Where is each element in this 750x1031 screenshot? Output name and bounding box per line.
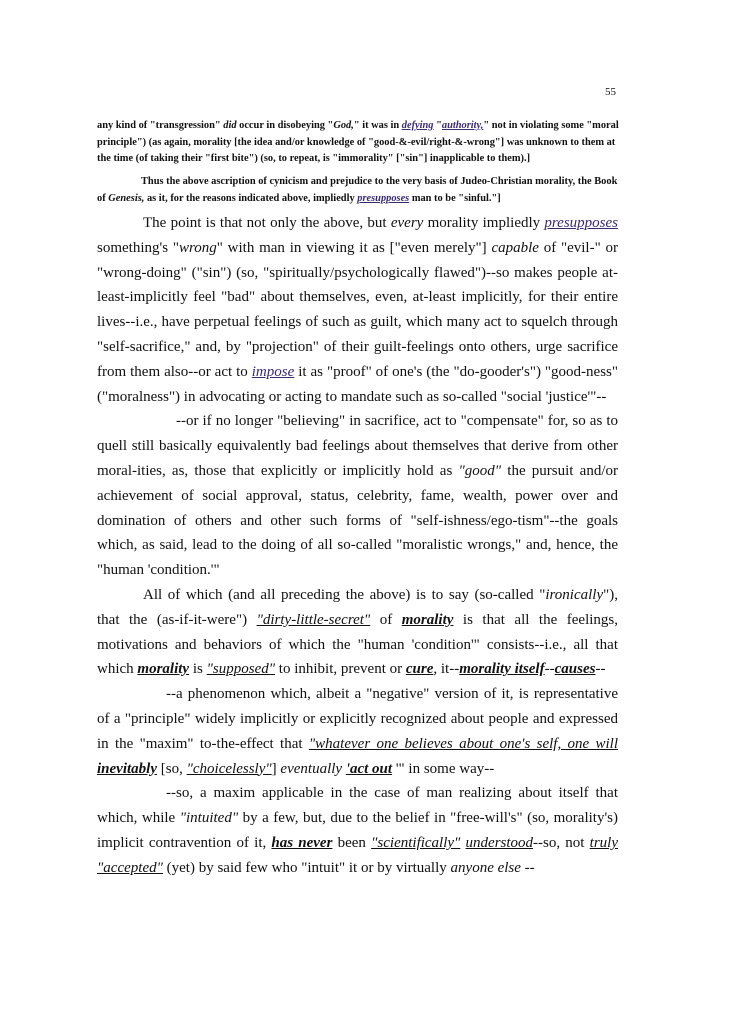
text-run: "intuited" bbox=[179, 810, 239, 827]
text-run: every bbox=[390, 215, 424, 231]
text-run: (yet) by said few who "intuit" it or by virtually bbox=[162, 859, 451, 876]
text-run: it as "proof" of one's (the "do-gooder's") "good-ness" ("moralness") in advocating or acting to mandate such as so-called "social 'justice'"-- bbox=[97, 363, 618, 405]
text-run: "scientifically" bbox=[371, 834, 461, 851]
text-run: ] bbox=[271, 760, 281, 777]
body-paragraph-3 bbox=[97, 583, 618, 682]
text-run: eventually bbox=[280, 760, 343, 777]
text-run: "dirty-little-secret" bbox=[256, 611, 371, 628]
text-run: impose bbox=[251, 363, 295, 380]
text-run: --or if no longer "believing" in sacrifice, act to "compensate" for, so as to quell still basically equivalently bad feelings about themselves that derive from other moral-ities, as, those that explicitly or implicitly hold as bbox=[97, 413, 618, 479]
text-run: as it, for the reasons indicated above, impliedly bbox=[144, 192, 358, 204]
text-run: been bbox=[332, 834, 372, 851]
text-run: to inhibit, prevent or bbox=[275, 661, 406, 678]
text-run: presupposes bbox=[357, 192, 410, 204]
text-run: any kind of "transgression" bbox=[97, 120, 224, 131]
text-run: man to be "sinful."] bbox=[409, 192, 501, 204]
page-number: 55 bbox=[605, 86, 616, 98]
text-run: of bbox=[370, 611, 402, 628]
text-run: defying bbox=[401, 120, 434, 131]
text-run: presupposes bbox=[544, 215, 619, 231]
text-run: God, bbox=[333, 120, 354, 131]
text-run: --so, not bbox=[533, 834, 590, 851]
text-run: understood bbox=[465, 834, 534, 851]
text-run: is bbox=[189, 661, 207, 678]
text-run: "whatever one believes about one's self, one will bbox=[308, 735, 619, 752]
text-run: "choicelessly" bbox=[186, 760, 272, 777]
text-run: , it-- bbox=[433, 661, 460, 678]
text-run: causes bbox=[554, 661, 596, 678]
text-run: Genesis, bbox=[108, 192, 145, 204]
footnote-paragraph-2 bbox=[97, 174, 619, 207]
text-run: wrong bbox=[178, 239, 217, 256]
body-text bbox=[97, 211, 618, 881]
text-run: morality bbox=[401, 611, 454, 628]
footnote-paragraph-1 bbox=[97, 118, 619, 168]
text-run: "supposed" bbox=[206, 661, 276, 678]
text-run: "accepted" bbox=[97, 859, 163, 876]
text-run: truly bbox=[589, 834, 618, 851]
body-paragraph-5 bbox=[97, 781, 618, 880]
text-run: the pursuit and/or achievement of social approval, status, celebrity, fame, wealth, power over and domination of others and other such forms of "self-ishness/ego-tism"--the goals which, as said, lead to the doing of all so-called "moralistic wrongs," and, hence, the "human 'condition.'" bbox=[97, 462, 618, 579]
text-run: cure bbox=[405, 661, 434, 678]
body-paragraph-4 bbox=[97, 682, 618, 781]
text-run: ironically bbox=[545, 586, 604, 603]
text-run: -- bbox=[520, 859, 535, 876]
text-run: " it was in bbox=[353, 120, 402, 131]
text-run: anyone else bbox=[450, 859, 521, 876]
text-run: [so, bbox=[157, 760, 187, 777]
text-run: has never bbox=[271, 834, 333, 851]
body-paragraph-1 bbox=[97, 211, 618, 409]
text-run: " with man in viewing it as ["even merely"] bbox=[216, 239, 492, 256]
text-run: "good" bbox=[458, 462, 502, 479]
text-run: The point is that not only the above, but bbox=[143, 215, 391, 231]
text-run: did bbox=[223, 120, 237, 131]
text-run: is that all the feelings, motivations and behaviors of which the "human 'condition'" consists--i.e., all that which bbox=[97, 611, 618, 678]
text-run: --so, a maxim applicable in the case of man realizing about itself that which, while bbox=[97, 785, 618, 827]
text-run: "), that the (as-if-it-were") bbox=[97, 586, 618, 628]
text-run: inevitably bbox=[97, 760, 157, 777]
text-run: morality itself bbox=[459, 661, 545, 678]
text-run: by a few, but, due to the belief in "free-will's" (so, morality's) implicit contravention of it, bbox=[97, 810, 618, 851]
text-run: morality bbox=[137, 661, 190, 678]
text-run: occur in disobeying " bbox=[236, 120, 334, 131]
text-run: --a phenomenon which, albeit a "negative" version of it, is representative of a "principle" widely implicitly or explicitly recognized about people and expressed in the "maxim" to-the-effect that bbox=[97, 686, 618, 752]
text-run: authority, bbox=[441, 120, 484, 131]
text-run: -- bbox=[544, 661, 555, 678]
text-run: of "evil-" or "wrong-doing" ("sin") (so, "spiritually/psychologically flawed")--so makes people at-least-implicitly feel "bad" about themselves, even, at-least implicitly, for their entire lives--i.e., have perpetual feelings of such as guilt, which many act to squelch through "self-sacrifice," and, by "projection" of their guilt-feelings onto others, urge sacrifice from them also--or act to bbox=[97, 239, 618, 380]
body-paragraph-2 bbox=[97, 409, 618, 583]
text-run: something's " bbox=[97, 239, 179, 256]
text-run: -- bbox=[595, 661, 606, 678]
text-run: capable bbox=[491, 239, 539, 256]
text-run: " not in violating some "moral principle") (as again, morality [the idea and/or knowledge of "good-&-evil/right-&-wrong"] was unknown to them at the time (of taking their "first bite") (so, to repeat, is "immorality" ["sin"] inapplicable to them).] bbox=[97, 120, 619, 164]
text-run: 'act out bbox=[345, 760, 393, 777]
text-run: All of which (and all preceding the above) is to say (so-called " bbox=[143, 586, 546, 603]
text-run: morality impliedly bbox=[423, 215, 545, 231]
text-run: " bbox=[433, 120, 442, 131]
text-run: Thus the above ascription of cynicism and prejudice to the very basis of Judeo-Christian morality, the Book of bbox=[97, 176, 618, 204]
text-run: '" in some way-- bbox=[392, 760, 495, 777]
